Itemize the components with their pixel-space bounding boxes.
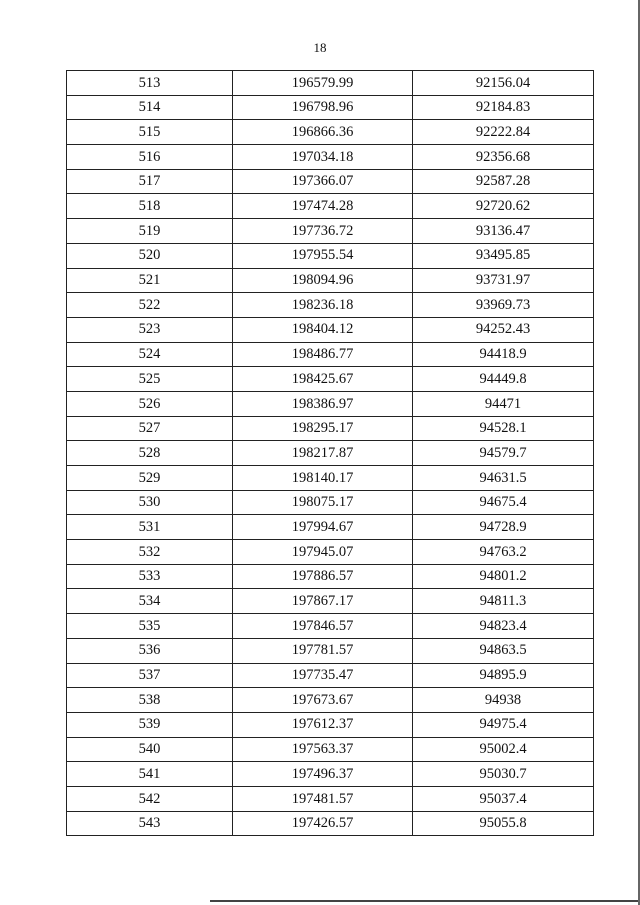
point-number-cell: 513 <box>67 71 233 96</box>
x-coordinate-cell: 196866.36 <box>233 120 413 145</box>
point-number-cell: 532 <box>67 540 233 565</box>
x-coordinate-cell: 197563.37 <box>233 737 413 762</box>
point-number-cell: 534 <box>67 589 233 614</box>
table-row <box>67 441 594 466</box>
table-row <box>67 614 594 639</box>
table-row <box>67 169 594 194</box>
point-number-cell: 525 <box>67 367 233 392</box>
table-row <box>67 589 594 614</box>
x-coordinate-cell: 198217.87 <box>233 441 413 466</box>
table-row <box>67 416 594 441</box>
x-coordinate-cell: 197426.57 <box>233 811 413 836</box>
x-coordinate-cell: 198140.17 <box>233 466 413 491</box>
y-coordinate-cell: 95037.4 <box>413 786 594 811</box>
point-number-cell: 520 <box>67 243 233 268</box>
point-number-cell: 533 <box>67 564 233 589</box>
y-coordinate-cell: 94675.4 <box>413 490 594 515</box>
point-number-cell: 538 <box>67 688 233 713</box>
table-row <box>67 95 594 120</box>
y-coordinate-cell: 92720.62 <box>413 194 594 219</box>
x-coordinate-cell: 197496.37 <box>233 762 413 787</box>
page-number: 18 <box>313 40 327 55</box>
y-coordinate-cell: 94579.7 <box>413 441 594 466</box>
y-coordinate-cell: 94801.2 <box>413 564 594 589</box>
x-coordinate-cell: 198236.18 <box>233 293 413 318</box>
y-coordinate-cell: 93495.85 <box>413 243 594 268</box>
x-coordinate-cell: 198404.12 <box>233 317 413 342</box>
y-coordinate-cell: 94823.4 <box>413 614 594 639</box>
y-coordinate-cell: 94895.9 <box>413 663 594 688</box>
point-number-cell: 527 <box>67 416 233 441</box>
point-number-cell: 521 <box>67 268 233 293</box>
point-number-cell: 524 <box>67 342 233 367</box>
table-row <box>67 786 594 811</box>
point-number-cell: 530 <box>67 490 233 515</box>
y-coordinate-cell: 94863.5 <box>413 638 594 663</box>
x-coordinate-cell: 197781.57 <box>233 638 413 663</box>
x-coordinate-cell: 198486.77 <box>233 342 413 367</box>
table-row <box>67 638 594 663</box>
table-body <box>67 71 594 836</box>
x-coordinate-cell: 198386.97 <box>233 391 413 416</box>
y-coordinate-cell: 94528.1 <box>413 416 594 441</box>
y-coordinate-cell: 92587.28 <box>413 169 594 194</box>
table-row <box>67 219 594 244</box>
y-coordinate-cell: 92356.68 <box>413 145 594 170</box>
point-number-cell: 517 <box>67 169 233 194</box>
x-coordinate-cell: 197846.57 <box>233 614 413 639</box>
x-coordinate-cell: 197886.57 <box>233 564 413 589</box>
y-coordinate-cell: 95055.8 <box>413 811 594 836</box>
coordinate-table <box>66 70 594 836</box>
point-number-cell: 537 <box>67 663 233 688</box>
table-row <box>67 540 594 565</box>
table-row <box>67 712 594 737</box>
table-row <box>67 737 594 762</box>
point-number-cell: 531 <box>67 515 233 540</box>
point-number-cell: 536 <box>67 638 233 663</box>
y-coordinate-cell: 92222.84 <box>413 120 594 145</box>
point-number-cell: 523 <box>67 317 233 342</box>
x-coordinate-cell: 197673.67 <box>233 688 413 713</box>
table-row <box>67 466 594 491</box>
table-row <box>67 367 594 392</box>
point-number-cell: 515 <box>67 120 233 145</box>
x-coordinate-cell: 196798.96 <box>233 95 413 120</box>
table-row <box>67 293 594 318</box>
y-coordinate-cell: 94418.9 <box>413 342 594 367</box>
table-row <box>67 391 594 416</box>
x-coordinate-cell: 197612.37 <box>233 712 413 737</box>
point-number-cell: 514 <box>67 95 233 120</box>
x-coordinate-cell: 197945.07 <box>233 540 413 565</box>
point-number-cell: 516 <box>67 145 233 170</box>
x-coordinate-cell: 197736.72 <box>233 219 413 244</box>
point-number-cell: 540 <box>67 737 233 762</box>
y-coordinate-cell: 94449.8 <box>413 367 594 392</box>
x-coordinate-cell: 198425.67 <box>233 367 413 392</box>
table-row <box>67 342 594 367</box>
x-coordinate-cell: 198094.96 <box>233 268 413 293</box>
point-number-cell: 539 <box>67 712 233 737</box>
x-coordinate-cell: 197474.28 <box>233 194 413 219</box>
table-row <box>67 762 594 787</box>
point-number-cell: 535 <box>67 614 233 639</box>
y-coordinate-cell: 93731.97 <box>413 268 594 293</box>
y-coordinate-cell: 93136.47 <box>413 219 594 244</box>
x-coordinate-cell: 198075.17 <box>233 490 413 515</box>
page-bottom-rule <box>210 900 640 902</box>
y-coordinate-cell: 94252.43 <box>413 317 594 342</box>
point-number-cell: 529 <box>67 466 233 491</box>
table-row <box>67 811 594 836</box>
x-coordinate-cell: 197366.07 <box>233 169 413 194</box>
y-coordinate-cell: 94471 <box>413 391 594 416</box>
table-row <box>67 120 594 145</box>
x-coordinate-cell: 196579.99 <box>233 71 413 96</box>
point-number-cell: 522 <box>67 293 233 318</box>
table-row <box>67 243 594 268</box>
point-number-cell: 543 <box>67 811 233 836</box>
table-row <box>67 663 594 688</box>
x-coordinate-cell: 197867.17 <box>233 589 413 614</box>
table-row <box>67 145 594 170</box>
x-coordinate-cell: 197034.18 <box>233 145 413 170</box>
table-row <box>67 268 594 293</box>
point-number-cell: 526 <box>67 391 233 416</box>
x-coordinate-cell: 197481.57 <box>233 786 413 811</box>
point-number-cell: 542 <box>67 786 233 811</box>
point-number-cell: 528 <box>67 441 233 466</box>
y-coordinate-cell: 95002.4 <box>413 737 594 762</box>
y-coordinate-cell: 94975.4 <box>413 712 594 737</box>
y-coordinate-cell: 92184.83 <box>413 95 594 120</box>
point-number-cell: 519 <box>67 219 233 244</box>
y-coordinate-cell: 95030.7 <box>413 762 594 787</box>
x-coordinate-cell: 197994.67 <box>233 515 413 540</box>
y-coordinate-cell: 93969.73 <box>413 293 594 318</box>
y-coordinate-cell: 94631.5 <box>413 466 594 491</box>
point-number-cell: 518 <box>67 194 233 219</box>
table-row <box>67 490 594 515</box>
x-coordinate-cell: 197955.54 <box>233 243 413 268</box>
table-row <box>67 194 594 219</box>
y-coordinate-cell: 94811.3 <box>413 589 594 614</box>
table-row <box>67 71 594 96</box>
table-row <box>67 688 594 713</box>
y-coordinate-cell: 94763.2 <box>413 540 594 565</box>
point-number-cell: 541 <box>67 762 233 787</box>
y-coordinate-cell: 94938 <box>413 688 594 713</box>
x-coordinate-cell: 198295.17 <box>233 416 413 441</box>
table-row <box>67 564 594 589</box>
y-coordinate-cell: 94728.9 <box>413 515 594 540</box>
table-row <box>67 515 594 540</box>
table-row <box>67 317 594 342</box>
x-coordinate-cell: 197735.47 <box>233 663 413 688</box>
y-coordinate-cell: 92156.04 <box>413 71 594 96</box>
